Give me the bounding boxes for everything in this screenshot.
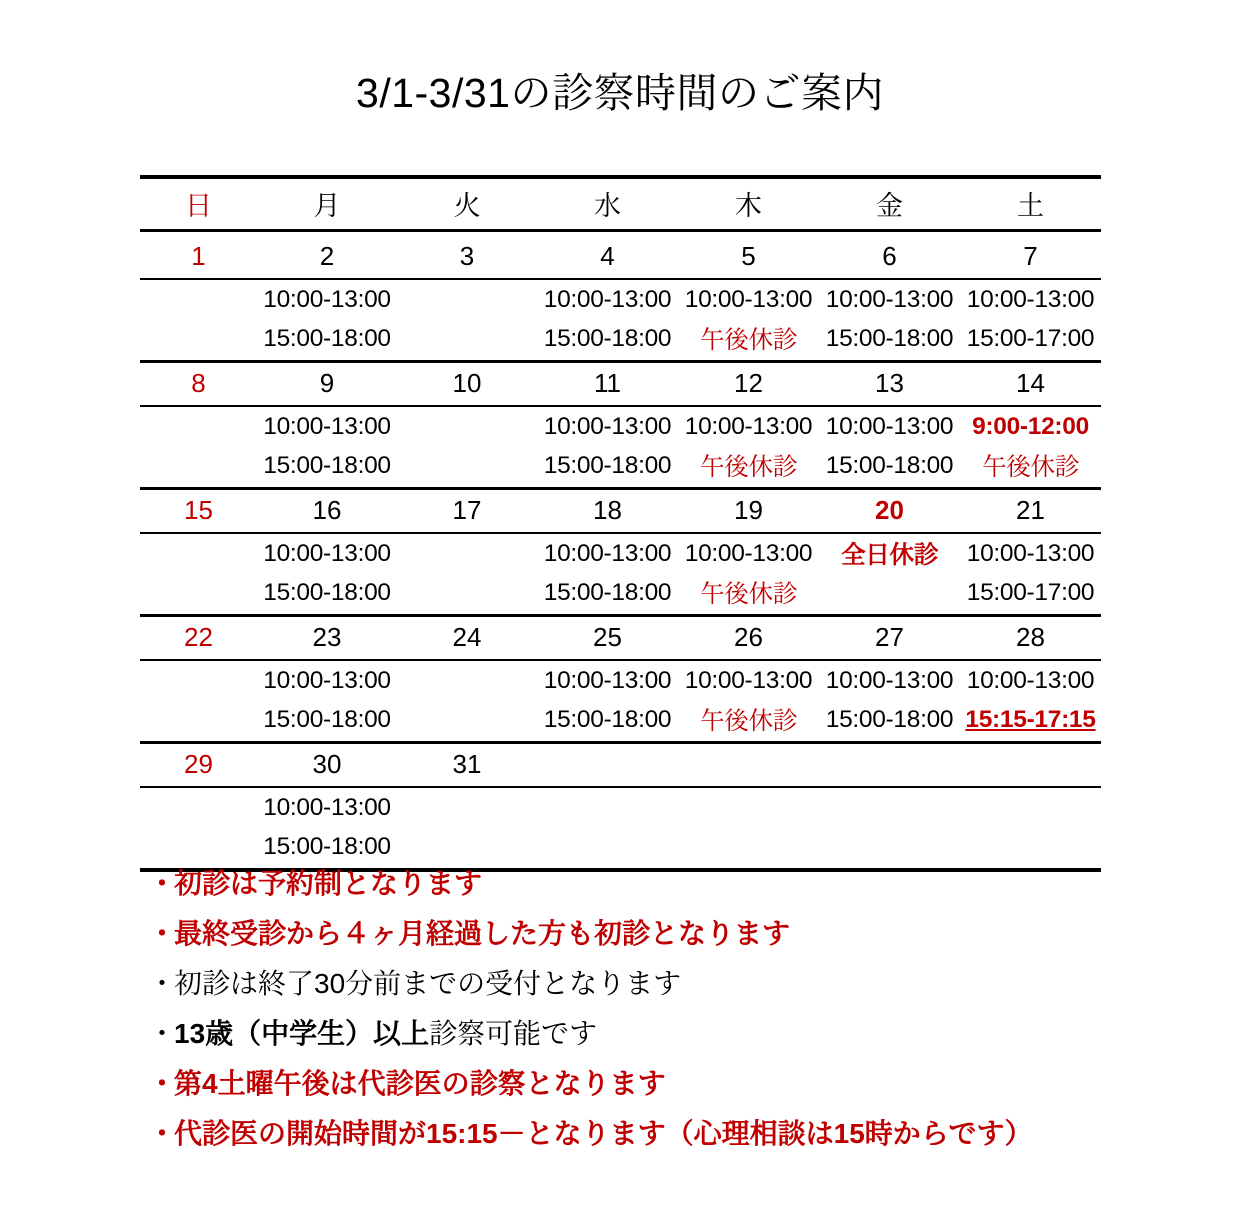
- morning-time-label: 10:00-13:00: [966, 666, 1095, 694]
- morning-time-cell: [257, 279, 397, 319]
- date-label: 26: [734, 621, 763, 652]
- note-item: [148, 1009, 1148, 1059]
- afternoon-time-label: 15:00-18:00: [825, 705, 954, 733]
- morning-time-cell: [678, 787, 819, 827]
- weekday-header-label: 土: [1017, 190, 1044, 221]
- afternoon-time-cell: [960, 446, 1101, 489]
- morning-time-label: 10:00-13:00: [543, 666, 672, 694]
- date-cell: [257, 489, 397, 534]
- date-cell: [678, 236, 819, 279]
- afternoon-time-label: 15:00-18:00: [543, 451, 672, 479]
- morning-time-cell: [257, 533, 397, 573]
- weekday-header-cell: [960, 177, 1101, 231]
- afternoon-time-cell: [537, 446, 678, 489]
- note-bullet-icon: ・: [148, 1068, 177, 1100]
- morning-time-cell: [819, 787, 960, 827]
- note-bullet-icon: ・: [148, 918, 177, 950]
- date-cell: [397, 362, 537, 407]
- afternoon-time-label: 15:00-18:00: [263, 324, 391, 352]
- date-label: 6: [882, 240, 897, 271]
- date-cell: [960, 743, 1101, 788]
- morning-time-cell: [257, 660, 397, 700]
- morning-time-cell: [960, 533, 1101, 573]
- afternoon-time-cell: [678, 573, 819, 616]
- date-label: 10: [452, 367, 482, 398]
- note-item: [148, 959, 1148, 1009]
- note-text: 初診は終了30分前までの受付となります: [174, 968, 682, 1000]
- afternoon-time-label: 15:15-17:15: [965, 705, 1096, 733]
- morning-time-cell: [819, 406, 960, 446]
- note-text: 代診医の開始時間が15:15－となります（心理相談は15時からです）: [174, 1118, 1033, 1150]
- date-cell: [960, 236, 1101, 279]
- date-label: 18: [593, 494, 622, 525]
- afternoon-time-cell: [678, 446, 819, 489]
- note-text: 第4土曜午後は代診医の診察となります: [174, 1068, 666, 1100]
- morning-time-label: 10:00-13:00: [825, 666, 954, 694]
- afternoon-time-label: 15:00-18:00: [543, 578, 672, 606]
- date-label: 4: [600, 240, 615, 271]
- note-text: 診察可能です: [429, 1018, 598, 1050]
- morning-time-label: 10:00-13:00: [543, 285, 672, 313]
- notes-list: [148, 859, 1148, 1159]
- date-row: [140, 743, 1101, 788]
- afternoon-time-cell: [537, 319, 678, 362]
- afternoon-time-cell: [140, 700, 257, 743]
- schedule-page: [0, 27, 1240, 1217]
- date-label: 7: [1023, 240, 1038, 271]
- morning-time-cell: [678, 279, 819, 319]
- date-row: [140, 362, 1101, 407]
- afternoon-time-cell: [397, 446, 537, 489]
- morning-time-cell: [537, 660, 678, 700]
- morning-time-cell: [819, 533, 960, 573]
- afternoon-time-cell: [960, 319, 1101, 362]
- date-cell: [537, 362, 678, 407]
- morning-time-cell: [140, 406, 257, 446]
- afternoon-time-row: [140, 573, 1101, 616]
- date-cell: [819, 743, 960, 788]
- morning-time-cell: [678, 660, 819, 700]
- date-cell: [397, 236, 537, 279]
- weekday-header-cell: [257, 177, 397, 231]
- date-cell: [257, 362, 397, 407]
- date-cell: [960, 616, 1101, 661]
- morning-time-label: 10:00-13:00: [966, 285, 1095, 313]
- afternoon-time-cell: [678, 319, 819, 362]
- morning-time-label: 10:00-13:00: [263, 412, 391, 440]
- afternoon-time-cell: [819, 446, 960, 489]
- date-label: 13: [875, 367, 904, 398]
- morning-time-row: [140, 533, 1101, 573]
- morning-time-cell: [257, 787, 397, 827]
- morning-time-label: 10:00-13:00: [263, 666, 391, 694]
- morning-time-label: 10:00-13:00: [684, 666, 813, 694]
- morning-time-label: 9:00-12:00: [972, 412, 1089, 440]
- afternoon-time-cell: [537, 700, 678, 743]
- date-cell: [257, 743, 397, 788]
- note-item: [148, 1109, 1148, 1159]
- morning-time-label: 10:00-13:00: [825, 412, 954, 440]
- morning-time-cell: [678, 406, 819, 446]
- date-cell: [960, 489, 1101, 534]
- date-cell: [819, 616, 960, 661]
- date-label: 22: [184, 621, 213, 652]
- date-label: 11: [594, 367, 621, 398]
- date-label: 2: [319, 240, 335, 271]
- afternoon-time-cell: [397, 700, 537, 743]
- weekday-header-label: 木: [735, 190, 762, 221]
- morning-time-cell: [960, 279, 1101, 319]
- date-cell: [140, 743, 257, 788]
- morning-time-cell: [537, 406, 678, 446]
- morning-time-row: [140, 279, 1101, 319]
- date-cell: [537, 236, 678, 279]
- afternoon-time-label: 午後休診: [700, 454, 797, 482]
- morning-time-label: 10:00-13:00: [966, 539, 1095, 567]
- morning-time-row: [140, 660, 1101, 700]
- afternoon-time-label: 15:00-18:00: [263, 705, 391, 733]
- date-label: 5: [741, 240, 756, 271]
- date-label: 29: [184, 748, 213, 779]
- weekday-header-cell: [397, 177, 537, 231]
- date-label: 24: [452, 621, 482, 652]
- weekday-header-cell: [537, 177, 678, 231]
- afternoon-time-label: 午後休診: [700, 708, 797, 736]
- date-row: [140, 489, 1101, 534]
- date-cell: [257, 236, 397, 279]
- date-cell: [537, 489, 678, 534]
- morning-time-cell: [960, 787, 1101, 827]
- weekday-header-label: 火: [453, 190, 481, 221]
- date-label: 30: [312, 748, 342, 779]
- note-text: 最終受診から４ヶ月経過した方も初診となります: [174, 918, 791, 950]
- morning-time-cell: [397, 660, 537, 700]
- afternoon-time-cell: [257, 446, 397, 489]
- date-cell: [678, 616, 819, 661]
- note-bullet-icon: ・: [148, 1118, 177, 1150]
- date-row: [140, 616, 1101, 661]
- note-bullet-icon: ・: [148, 1018, 177, 1050]
- morning-time-label: 10:00-13:00: [543, 539, 672, 567]
- afternoon-time-label: 15:00-17:00: [966, 324, 1095, 352]
- afternoon-time-row: [140, 700, 1101, 743]
- note-item: [148, 909, 1148, 959]
- page-title: 3/1-3/31の診察時間のご案内: [356, 70, 884, 117]
- date-cell: [819, 236, 960, 279]
- afternoon-time-label: 午後休診: [700, 327, 797, 355]
- morning-time-label: 10:00-13:00: [263, 539, 391, 567]
- afternoon-time-cell: [257, 700, 397, 743]
- weekday-header-cell: [819, 177, 960, 231]
- afternoon-time-cell: [257, 573, 397, 616]
- afternoon-time-cell: [397, 573, 537, 616]
- morning-time-cell: [678, 533, 819, 573]
- date-cell: [537, 616, 678, 661]
- morning-time-cell: [537, 533, 678, 573]
- morning-time-label: 10:00-13:00: [543, 412, 672, 440]
- date-cell: [397, 489, 537, 534]
- date-label: 1: [191, 240, 206, 271]
- afternoon-time-row: [140, 446, 1101, 489]
- afternoon-time-cell: [960, 700, 1101, 743]
- afternoon-time-cell: [140, 573, 257, 616]
- morning-time-cell: [819, 279, 960, 319]
- morning-time-cell: [397, 787, 537, 827]
- afternoon-time-label: 15:00-18:00: [825, 451, 954, 479]
- morning-time-cell: [397, 533, 537, 573]
- afternoon-time-cell: [140, 319, 257, 362]
- afternoon-time-label: 午後休診: [700, 581, 797, 609]
- date-label: 9: [319, 367, 335, 398]
- date-label: 16: [312, 494, 342, 525]
- afternoon-time-label: 15:00-17:00: [966, 578, 1095, 606]
- note-text: 初診は予約制となります: [174, 868, 483, 900]
- date-cell: [140, 489, 257, 534]
- afternoon-time-cell: [819, 319, 960, 362]
- morning-time-label: 10:00-13:00: [684, 285, 813, 313]
- date-label: 28: [1016, 621, 1045, 652]
- date-label: 14: [1016, 367, 1045, 398]
- morning-time-label: 10:00-13:00: [684, 412, 813, 440]
- afternoon-time-label: 午後休診: [982, 454, 1079, 482]
- afternoon-time-label: 15:00-18:00: [263, 832, 391, 860]
- weekday-header-label: 金: [876, 190, 903, 221]
- date-label: 17: [452, 494, 482, 525]
- weekday-header-label: 日: [185, 190, 212, 221]
- date-row: [140, 236, 1101, 279]
- morning-time-label: 全日休診: [841, 542, 938, 570]
- date-label: 23: [312, 621, 342, 652]
- weekday-header-cell: [678, 177, 819, 231]
- weekday-header-label: 月: [313, 190, 341, 221]
- date-cell: [397, 616, 537, 661]
- afternoon-time-cell: [140, 446, 257, 489]
- weekday-header-cell: [140, 177, 257, 231]
- morning-time-cell: [537, 279, 678, 319]
- morning-time-label: 10:00-13:00: [263, 793, 391, 821]
- note-bullet-icon: ・: [148, 968, 177, 1000]
- date-cell: [819, 362, 960, 407]
- note-text: 13歳（中学生）以上: [174, 1018, 430, 1050]
- date-label: 3: [459, 240, 475, 271]
- date-label: 12: [734, 367, 763, 398]
- morning-time-cell: [257, 406, 397, 446]
- date-cell: [960, 362, 1101, 407]
- morning-time-cell: [140, 787, 257, 827]
- date-label: 21: [1016, 494, 1045, 525]
- afternoon-time-label: 15:00-18:00: [263, 451, 391, 479]
- note-bullet-icon: ・: [148, 868, 177, 900]
- date-label: 20: [875, 494, 904, 525]
- morning-time-cell: [397, 279, 537, 319]
- afternoon-time-cell: [678, 700, 819, 743]
- afternoon-time-label: 15:00-18:00: [543, 705, 672, 733]
- afternoon-time-cell: [537, 573, 678, 616]
- afternoon-time-cell: [960, 573, 1101, 616]
- morning-time-cell: [397, 406, 537, 446]
- date-cell: [140, 616, 257, 661]
- morning-time-row: [140, 787, 1101, 827]
- morning-time-cell: [140, 660, 257, 700]
- morning-time-cell: [819, 660, 960, 700]
- afternoon-time-label: 15:00-18:00: [263, 578, 391, 606]
- date-cell: [678, 489, 819, 534]
- date-label: 8: [191, 367, 206, 398]
- morning-time-label: 10:00-13:00: [825, 285, 954, 313]
- date-cell: [140, 362, 257, 407]
- morning-time-label: 10:00-13:00: [263, 285, 391, 313]
- date-cell: [397, 743, 537, 788]
- weekday-header-row: [140, 177, 1101, 231]
- date-cell: [537, 743, 678, 788]
- afternoon-time-row: [140, 319, 1101, 362]
- date-label: 27: [875, 621, 904, 652]
- date-cell: [140, 236, 257, 279]
- schedule-table-container: [140, 175, 1100, 872]
- date-label: 19: [734, 494, 763, 525]
- morning-time-cell: [960, 660, 1101, 700]
- date-cell: [257, 616, 397, 661]
- morning-time-cell: [960, 406, 1101, 446]
- afternoon-time-label: 15:00-18:00: [825, 324, 954, 352]
- morning-time-row: [140, 406, 1101, 446]
- morning-time-cell: [140, 279, 257, 319]
- morning-time-cell: [537, 787, 678, 827]
- date-cell: [678, 743, 819, 788]
- date-cell: [819, 489, 960, 534]
- schedule-table: [140, 175, 1101, 872]
- afternoon-time-cell: [397, 319, 537, 362]
- weekday-header-label: 水: [594, 190, 621, 221]
- note-item: [148, 859, 1148, 909]
- date-cell: [678, 362, 819, 407]
- morning-time-label: 10:00-13:00: [684, 539, 813, 567]
- morning-time-cell: [140, 533, 257, 573]
- date-label: 15: [184, 494, 213, 525]
- date-label: 31: [452, 748, 482, 779]
- afternoon-time-cell: [819, 700, 960, 743]
- afternoon-time-cell: [819, 573, 960, 616]
- date-label: 25: [593, 621, 622, 652]
- afternoon-time-cell: [257, 319, 397, 362]
- note-item: [148, 1059, 1148, 1109]
- afternoon-time-label: 15:00-18:00: [543, 324, 672, 352]
